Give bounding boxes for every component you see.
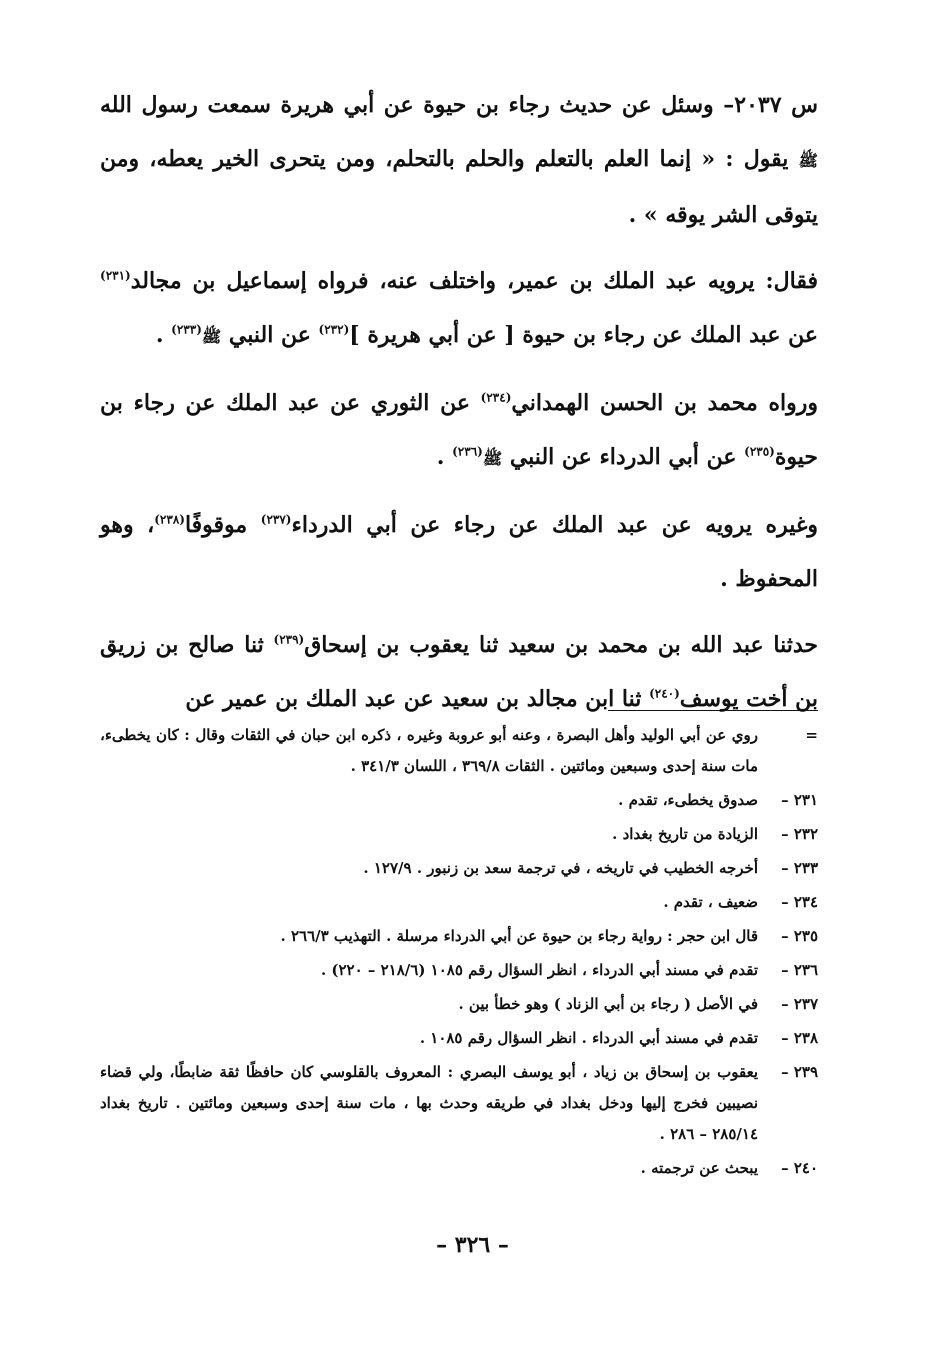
footnote-ref-234[interactable]: (٢٣٤) <box>480 390 512 405</box>
question-number: س ٢٠٣٧– <box>723 92 818 118</box>
question-paragraph <box>100 78 818 242</box>
footnote-236 <box>100 955 818 986</box>
page-number: – ٣٢٦ – <box>436 1232 509 1258</box>
footnote-number: ٢٣٢ – <box>781 825 818 843</box>
footnote-number: ٢٤٠ – <box>781 1159 818 1177</box>
footnote-text: تقدم في مسند أبي الدرداء . انظر السؤال رقم ١٠٨٥ . <box>419 1029 758 1047</box>
narration-2-text-a: وغيره يرويه عن عبد الملك عن رجاء عن أبي الدرداء <box>291 512 818 538</box>
main-text <box>100 78 818 738</box>
footnote-ref-235[interactable]: (٢٣٥) <box>744 444 775 459</box>
answer-text-a: فقال: يرويه عبد الملك بن عمير، واختلف عنه، فرواه إسماعيل بن مجالد <box>130 268 818 294</box>
footnote-text: يبحث عن ترجمته . <box>640 1159 758 1177</box>
footnote-text: قال ابن حجر : رواية رجاء بن حيوة عن أبي الدرداء مرسلة . التهذيب ٢٦٦/٣ . <box>280 927 758 945</box>
footnote-text: ضعيف ، تقدم . <box>663 893 758 911</box>
narration-1-text-a: ورواه محمد بن الحسن الهمداني <box>511 390 818 416</box>
footnote-ref-232[interactable]: (٢٣٢) <box>318 322 350 337</box>
narration-paragraph-1 <box>100 376 818 486</box>
isnad-text-c: ثنا ابن مجالد بن سعيد عن عبد الملك بن عمير عن <box>185 686 642 712</box>
footnote-ref-239[interactable]: (٢٣٩) <box>273 632 305 647</box>
footnote-number: ٢٣١ – <box>781 791 818 809</box>
footnote-number: = <box>805 726 818 744</box>
salla-glyph: ﷺ <box>798 151 818 170</box>
footnote-text: أخرجه الخطيب في تاريخه ، في ترجمة سعد بن زنبور . ١٢٧/٩ . <box>363 859 758 877</box>
isnad-text-a: حدثنا عبد الله بن محمد بن سعيد ثنا يعقوب بن إسحاق <box>304 632 818 658</box>
footnote-ref-231[interactable]: (٢٣١) <box>100 268 131 283</box>
answer-paragraph <box>100 254 818 364</box>
footnote-number: ٢٣٤ – <box>781 893 818 911</box>
footnote-number: ٢٣٣ – <box>781 859 818 877</box>
footnote-number: ٢٣٧ – <box>781 995 818 1013</box>
question-line-1: وسئل عن حديث رجاء بن حيوة عن أبي هريرة سمعت رسول الله <box>100 92 714 118</box>
footnote-239 <box>100 1057 818 1150</box>
salla-glyph: ﷺ <box>482 449 503 468</box>
footnote-232 <box>100 819 818 850</box>
footnote-234 <box>100 887 818 918</box>
isnad-text-b: ثنا صالح بن زريق بن أخت يوسف <box>100 632 818 712</box>
narration-paragraph-2 <box>100 498 818 606</box>
narration-2-text-b: موقوفًا <box>184 512 248 538</box>
footnotes <box>100 720 818 1187</box>
footnote-237 <box>100 989 818 1020</box>
salla-glyph: ﷺ <box>201 327 222 346</box>
footnote-separator <box>608 710 818 711</box>
footnote-text: روي عن أبي الوليد وأهل البصرة ، وعنه أبو عروبة وغيره ، ذكره ابن حبان في الثقات وقال : كان يخطىء، مات سنة إحدى وسبعين ومائتين . الثقات ٣٦٩/٨ ، اللسان ٣٤١/٣ . <box>100 726 758 775</box>
narration-1-text-c: عن أبي الدرداء عن النبي <box>509 444 737 470</box>
footnote-text: صدوق يخطىء، تقدم . <box>618 791 758 809</box>
footnote-text: تقدم في مسند أبي الدرداء ، انظر السؤال رقم ١٠٨٥ (٢١٨/٦ – ٢٢٠) . <box>320 961 758 979</box>
footnote-text: يعقوب بن إسحاق بن زياد ، أبو يوسف البصري : المعروف بالقلوسي كان حافظًا ثقة ضابطًا، ولي قضاء نصيبين فخرج إليها ودخل بغداد في طريقه وحدث بها ، مات سنة إحدى وسبعين ومائتين . تاريخ بغداد ٢٨٥/١٤ – ٢٨٦ . <box>100 1063 759 1143</box>
footnote-number: ٢٣٩ – <box>781 1063 818 1081</box>
footnote-number: ٢٣٨ – <box>781 1029 818 1047</box>
footnote-240 <box>100 1153 818 1184</box>
footnote-ref-240[interactable]: (٢٤٠) <box>649 686 680 701</box>
answer-text-b: عن عبد الملك عن رجاء بن حيوة [ عن أبي هريرة ] <box>349 322 818 348</box>
footnote-ref-237[interactable]: (٢٣٧) <box>260 512 292 527</box>
footnote-231 <box>100 785 818 816</box>
question-line-3: يتوقى الشر يوقه » . <box>628 202 818 228</box>
narration-1-end: . <box>436 444 445 470</box>
question-line-2: يقول : « إنما العلم بالتعلم والحلم بالتحلم، ومن يتحرى الخير يعطه، ومن <box>100 146 789 172</box>
footnote-ref-238[interactable]: (٢٣٨) <box>154 512 185 527</box>
footnote-continued <box>100 720 818 782</box>
footnote-235 <box>100 921 818 952</box>
footnote-233 <box>100 853 818 884</box>
footnote-number: ٢٣٥ – <box>781 927 818 945</box>
footnote-number: ٢٣٦ – <box>781 961 818 979</box>
footnote-text: الزيادة من تاريخ بغداد . <box>612 825 758 843</box>
footnote-text: في الأصل ( رجاء بن أبي الزناد ) وهو خطأ بين . <box>458 995 758 1013</box>
narration-1-text-b: عن الثوري عن عبد الملك عن رجاء بن حيوة <box>100 390 818 470</box>
answer-end: . <box>155 322 164 348</box>
footnote-ref-233[interactable]: (٢٣٣) <box>171 322 202 337</box>
footnote-238 <box>100 1023 818 1054</box>
footnote-ref-236[interactable]: (٢٣٦) <box>452 444 483 459</box>
answer-text-c: عن النبي <box>228 322 311 348</box>
narration-2-text-c: ، وهو المحفوظ . <box>100 512 818 592</box>
